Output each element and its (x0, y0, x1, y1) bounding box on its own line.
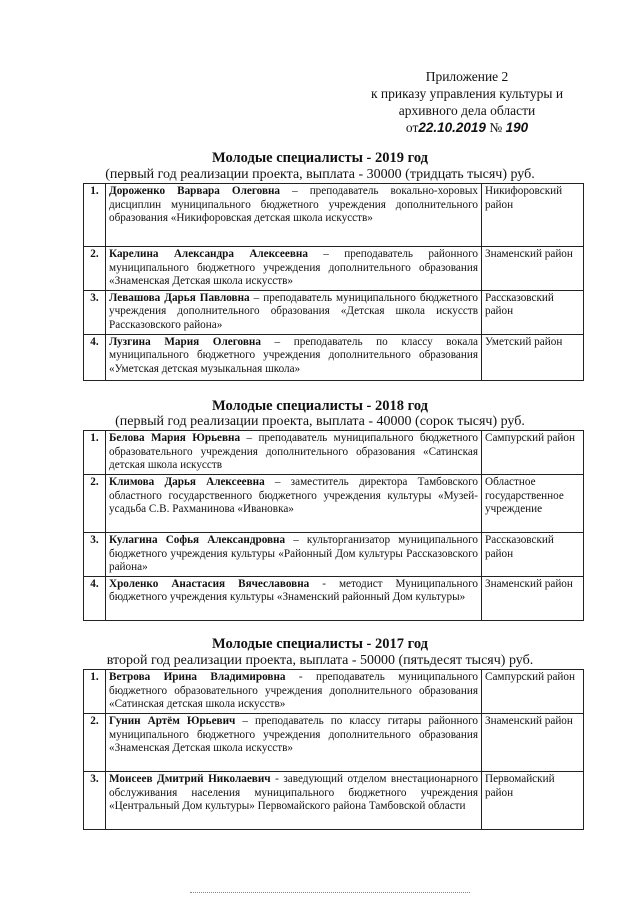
row-description (106, 475, 482, 533)
table-2018 (83, 430, 584, 621)
person-position: – преподаватель муниципального бюджетного учреждения дополнительного образования «Детская школа искусств Рассказовского района» (109, 291, 478, 331)
person-position: - заведующий отделом внестационарного обслуживания населения муниципального бюджетного учреждения «Центральный Дом культуры» Первомайского района Тамбовской области (109, 773, 478, 813)
row-region: Сампурский район (482, 431, 584, 475)
appendix-dept-line: архивного дела области (398, 103, 536, 118)
table-row (84, 475, 584, 533)
date-prefix: от (405, 120, 419, 135)
section-2017-subtitle: второй год реализации проекта, выплата - 50000 (пятьдесят тысяч) руб. (106, 653, 534, 668)
person-name: Климова Дарья Алексеевна (109, 476, 265, 488)
row-number: 1. (84, 431, 106, 475)
appendix-header (352, 68, 582, 136)
table-row (84, 533, 584, 577)
table-row (84, 772, 584, 830)
table-row (84, 431, 584, 475)
row-region: Первомайский район (482, 772, 584, 830)
person-position: – преподаватель по классу вокала муниципального бюджетного учреждения дополнительного образования «Уметская детская музыкальная школа» (109, 335, 478, 375)
person-name: Кулагина Софья Александровна (109, 534, 286, 546)
person-position: – преподаватель вокально-хоровых дисциплин муниципального бюджетного учреждения дополнительного образования «Никифоровская детская школа искусств» (109, 185, 478, 225)
table-row (84, 670, 584, 714)
order-date: 22.10.2019 (418, 120, 486, 135)
section-2018-subtitle: (первый год реализации проекта, выплата - 40000 (сорок тысяч) руб. (115, 414, 525, 429)
row-description (106, 533, 482, 577)
row-description (106, 431, 482, 475)
person-name: Хроленко Анастасия Вячеславовна (109, 577, 310, 590)
section-2019-subtitle: (первый год реализации проекта, выплата - 30000 (тридцать тысяч) руб. (105, 167, 535, 182)
person-name: Карелина Александра Алексеевна (109, 248, 308, 260)
row-number: 3. (84, 772, 106, 830)
row-region: Уметский район (482, 334, 584, 380)
person-position: – культорганизатор муниципального бюджетного учреждения культуры «Районный Дом культуры Рассказовского района» (109, 534, 479, 574)
row-number: 4. (84, 576, 106, 620)
footer-divider (190, 892, 470, 893)
person-name: Дороженко Варвара Олеговна (109, 185, 281, 197)
row-number: 3. (84, 533, 106, 577)
person-position: – преподаватель районного муниципального бюджетного учреждения дополнительного образования «Знаменская Детская школа искусств» (109, 248, 478, 288)
row-number: 2. (84, 247, 106, 291)
row-region: Рассказовский район (482, 533, 584, 577)
table-row (84, 247, 584, 291)
person-position: - преподаватель муниципального бюджетного образовательного учреждения дополнительного образования «Сатинская детская школа искусств» (109, 671, 479, 711)
row-number: 4. (84, 334, 106, 380)
row-region: Сампурский район (482, 670, 584, 714)
row-description (106, 670, 482, 714)
person-name: Ветрова Ирина Владимировна (109, 671, 286, 683)
appendix-date-line (352, 119, 582, 136)
row-number: 1. (84, 184, 106, 247)
row-description (106, 247, 482, 291)
row-description (106, 334, 482, 380)
table-row (84, 290, 584, 334)
row-region: Знаменский район (482, 576, 584, 620)
table-2017 (83, 669, 584, 830)
row-description (106, 184, 482, 247)
table-row (84, 334, 584, 380)
section-2017-title: Молодые специалисты - 2017 год (211, 636, 428, 652)
person-position: – преподаватель муниципального бюджетного образовательного учреждения дополнительного образования «Сатинская детская школа искусств (109, 432, 478, 472)
appendix-order-line: к приказу управления культуры и (370, 86, 564, 101)
section-2019-title: Молодые специалисты - 2019 год (211, 150, 428, 166)
number-prefix: № (489, 120, 503, 135)
person-position: - методист Муниципального бюджетного учреждения культуры «Знаменский районный Дом культуры» (109, 577, 478, 604)
person-position: – преподаватель по классу гитары районного муниципального бюджетного учреждения дополнительного образования «Знаменская Детская школа искусств» (109, 715, 478, 755)
row-region: Никифоровский район (482, 184, 584, 247)
table-row (84, 576, 584, 620)
person-name: Лузгина Мария Олеговна (109, 335, 261, 348)
row-description (106, 290, 482, 334)
row-region: Областное государственное учреждение (482, 475, 584, 533)
row-region: Рассказовский район (482, 290, 584, 334)
row-description (106, 576, 482, 620)
appendix-title: Приложение 2 (425, 69, 509, 84)
row-description (106, 772, 482, 830)
table-row (84, 184, 584, 247)
person-name: Гунин Артём Юрьевич (109, 715, 236, 727)
person-name: Моисеев Дмитрий Николаевич (109, 773, 271, 785)
table-row (84, 714, 584, 772)
section-2018-title: Молодые специалисты - 2018 год (211, 398, 428, 414)
row-region: Знаменский район (482, 247, 584, 291)
row-number: 3. (84, 290, 106, 334)
table-2019 (83, 183, 584, 381)
person-name: Левашова Дарья Павловна (109, 291, 250, 304)
row-region: Знаменский район (482, 714, 584, 772)
person-position: – заместитель директора Тамбовского областного государственного бюджетного учреждения культуры «Музей-усадьба С.В. Рахманинова «Ивановка» (109, 476, 478, 516)
row-number: 2. (84, 475, 106, 533)
person-name: Белова Мария Юрьевна (109, 432, 241, 444)
row-number: 2. (84, 714, 106, 772)
row-number: 1. (84, 670, 106, 714)
row-description (106, 714, 482, 772)
order-number: 190 (505, 120, 529, 135)
